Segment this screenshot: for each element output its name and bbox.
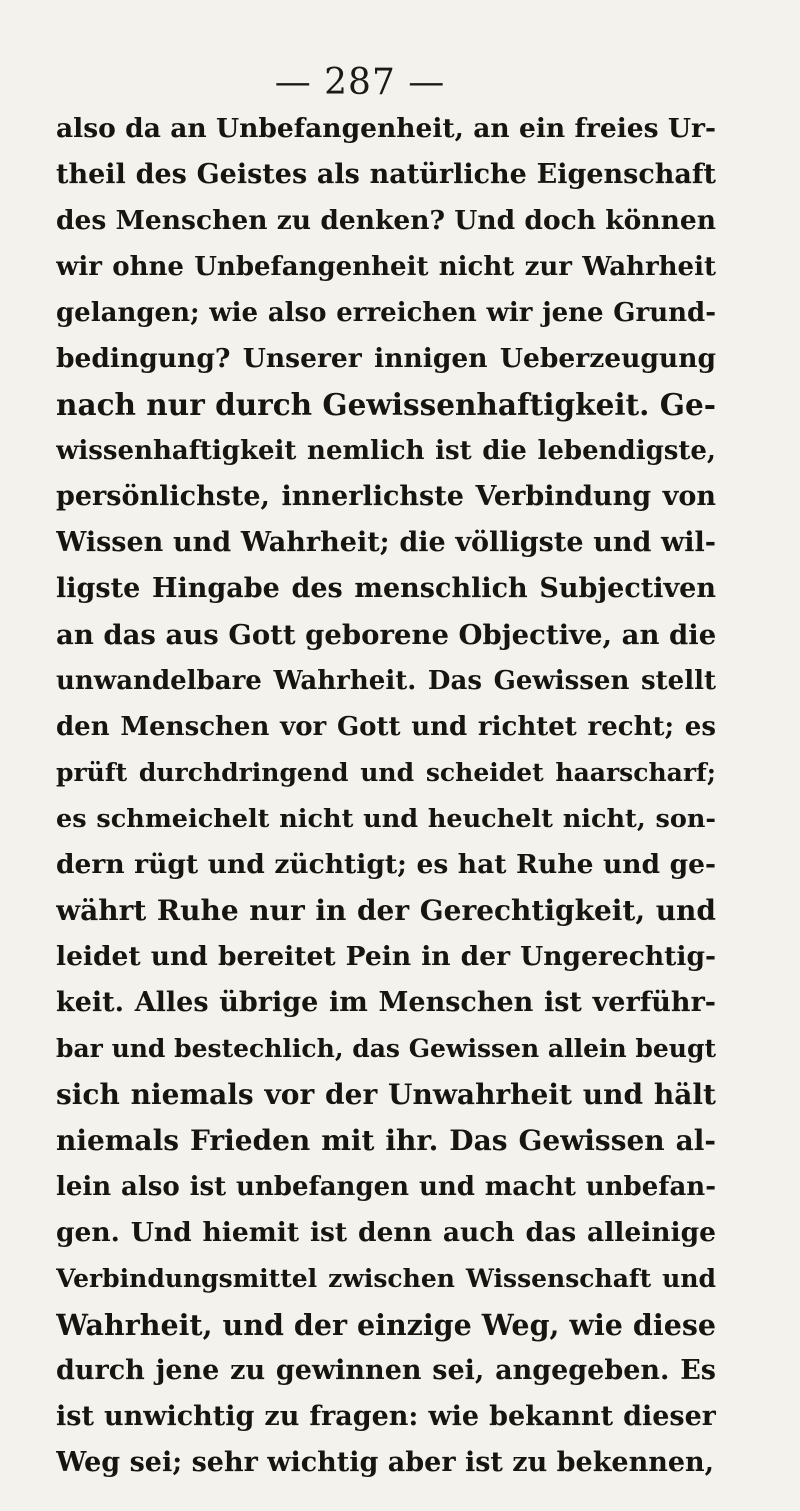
text-line: theil des Geistes als natürliche Eigenschaft	[56, 159, 716, 190]
text-line: des Menschen zu denken? Und doch können	[56, 205, 716, 236]
text-line: es schmeichelt nicht und heuchelt nicht, son-	[56, 804, 716, 834]
text-line: währt Ruhe nur in der Gerechtigkeit, und	[56, 894, 716, 927]
text-line: unwandelbare Wahrheit. Das Gewissen stellt	[56, 666, 716, 696]
text-line: wir ohne Unbefangenheit nicht zur Wahrheit	[56, 252, 716, 282]
text-line: leidet und bereitet Pein in der Ungerechtig-	[56, 941, 716, 972]
text-line: also da an Unbefangenheit, an ein freies Ur-	[56, 113, 716, 144]
text-line: dern rügt und züchtigt; es hat Ruhe und ge-	[56, 849, 716, 880]
page-number: — 287 —	[274, 62, 446, 103]
text-line: Weg sei; sehr wichtig aber ist zu bekennen,	[56, 1447, 715, 1478]
text-line: den Menschen vor Gott und richtet recht; es	[56, 712, 716, 742]
text-line: gen. Und hiemit ist denn auch das alleinige	[56, 1217, 716, 1248]
text-line: keit. Alles übrige im Menschen ist verführ-	[56, 987, 716, 1018]
text-line: wissenhaftigkeit nemlich ist die lebendigste,	[56, 436, 716, 466]
text-line: sich niemals vor der Unwahrheit und hält	[56, 1078, 716, 1111]
text-line: ligste Hingabe des menschlich Subjectiven	[56, 573, 716, 604]
text-line: durch jene zu gewinnen sei, angegeben. Es	[56, 1355, 716, 1386]
text-line: an das aus Gott geborene Objective, an die	[56, 619, 716, 651]
text-line: lein also ist unbefangen und macht unbefan-	[56, 1172, 716, 1202]
text-line: Verbindungsmittel zwischen Wissenschaft und	[56, 1264, 716, 1293]
text-line: prüft durchdringend und scheidet haarscharf;	[56, 758, 716, 787]
body-text	[56, 106, 716, 1486]
text-line: nach nur durch Gewissenhaftigkeit. Ge-	[56, 387, 716, 422]
text-line: bar und bestechlich, das Gewissen allein beugt	[56, 1034, 716, 1063]
text-line: Wahrheit, und der einzige Weg, wie diese	[56, 1308, 716, 1342]
text-line: gelangen; wie also erreichen wir jene Grund-	[56, 298, 716, 328]
text-line: Wissen und Wahrheit; die völligste und wil-	[56, 527, 716, 558]
text-line: bedingung? Unserer innigen Ueberzeugung	[56, 343, 716, 374]
text-line: persönlichste, innerlichste Verbindung von	[56, 481, 716, 512]
text-line: niemals Frieden mit ihr. Das Gewissen al-	[56, 1124, 716, 1157]
text-line: ist unwichtig zu fragen: wie bekannt dieser	[56, 1401, 716, 1432]
